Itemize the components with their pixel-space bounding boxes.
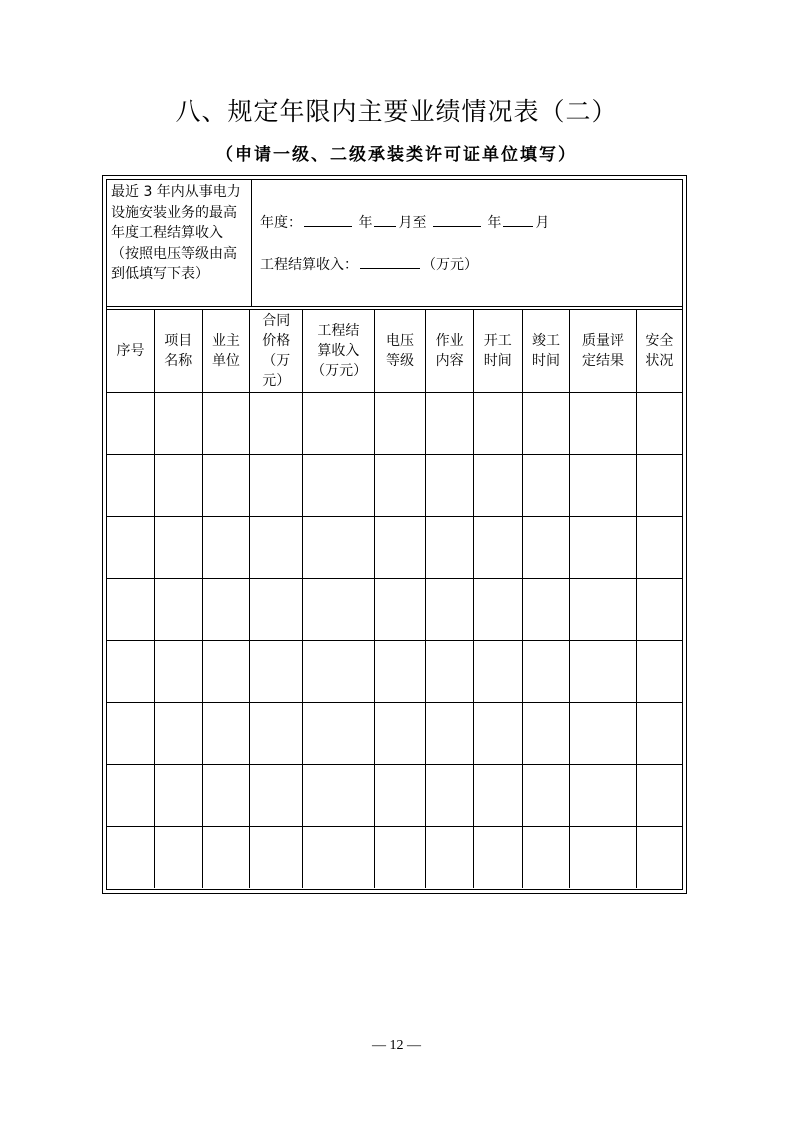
table-cell[interactable] bbox=[473, 392, 522, 454]
table-cell[interactable] bbox=[303, 392, 375, 454]
col-header-owner: 业主单位 bbox=[202, 310, 250, 392]
month-to-label: 月至 bbox=[398, 215, 427, 231]
table-cell[interactable] bbox=[473, 578, 522, 640]
table-cell[interactable] bbox=[107, 826, 154, 888]
table-cell[interactable] bbox=[473, 764, 522, 826]
table-cell[interactable] bbox=[107, 764, 154, 826]
table-cell[interactable] bbox=[522, 516, 570, 578]
table-cell[interactable] bbox=[426, 826, 474, 888]
col-header-contract-price: 合同价格（万元） bbox=[250, 310, 303, 392]
table-cell[interactable] bbox=[107, 392, 154, 454]
table-cell[interactable] bbox=[426, 454, 474, 516]
table-cell[interactable] bbox=[426, 516, 474, 578]
table-header-row bbox=[107, 310, 682, 392]
table-cell[interactable] bbox=[374, 454, 426, 516]
form-inner-border bbox=[106, 179, 683, 890]
income-unit: （万元） bbox=[422, 257, 478, 273]
table-cell[interactable] bbox=[250, 702, 303, 764]
table-cell[interactable] bbox=[374, 826, 426, 888]
table-cell[interactable] bbox=[202, 392, 250, 454]
table-cell[interactable] bbox=[522, 454, 570, 516]
table-cell[interactable] bbox=[202, 454, 250, 516]
table-cell[interactable] bbox=[473, 454, 522, 516]
table-cell[interactable] bbox=[250, 640, 303, 702]
table-cell[interactable] bbox=[303, 454, 375, 516]
table-row bbox=[107, 640, 682, 702]
table-cell[interactable] bbox=[570, 702, 636, 764]
start-month-blank[interactable] bbox=[374, 212, 396, 227]
table-cell[interactable] bbox=[250, 826, 303, 888]
table-cell[interactable] bbox=[570, 640, 636, 702]
table-cell[interactable] bbox=[202, 578, 250, 640]
table-cell[interactable] bbox=[107, 702, 154, 764]
table-cell[interactable] bbox=[374, 516, 426, 578]
table-cell[interactable] bbox=[570, 578, 636, 640]
table-cell[interactable] bbox=[154, 702, 202, 764]
table-cell[interactable] bbox=[303, 578, 375, 640]
table-cell[interactable] bbox=[636, 516, 682, 578]
table-cell[interactable] bbox=[250, 392, 303, 454]
table-cell[interactable] bbox=[570, 454, 636, 516]
table-cell[interactable] bbox=[250, 516, 303, 578]
year-unit-2: 年 bbox=[487, 215, 502, 231]
year-label: 年度： bbox=[260, 215, 302, 231]
table-cell[interactable] bbox=[374, 578, 426, 640]
table-cell[interactable] bbox=[303, 702, 375, 764]
table-cell[interactable] bbox=[154, 454, 202, 516]
month-end-label: 月 bbox=[535, 215, 550, 231]
table-cell[interactable] bbox=[250, 578, 303, 640]
page-subtitle: （申请一级、二级承装类许可证单位填写） bbox=[216, 145, 577, 165]
table-cell[interactable] bbox=[154, 578, 202, 640]
table-cell[interactable] bbox=[636, 640, 682, 702]
table-cell[interactable] bbox=[473, 826, 522, 888]
table-cell[interactable] bbox=[154, 764, 202, 826]
col-header-completion-time: 竣工时间 bbox=[522, 310, 570, 392]
table-cell[interactable] bbox=[473, 516, 522, 578]
performance-table bbox=[107, 310, 682, 888]
table-cell[interactable] bbox=[374, 764, 426, 826]
table-cell[interactable] bbox=[303, 826, 375, 888]
start-year-blank[interactable] bbox=[304, 212, 352, 227]
table-cell[interactable] bbox=[636, 826, 682, 888]
table-cell[interactable] bbox=[374, 392, 426, 454]
table-cell[interactable] bbox=[107, 640, 154, 702]
table-cell[interactable] bbox=[473, 640, 522, 702]
table-cell[interactable] bbox=[570, 516, 636, 578]
summary-section bbox=[107, 180, 682, 307]
table-row bbox=[107, 826, 682, 888]
income-label: 工程结算收入： bbox=[260, 257, 358, 273]
table-cell[interactable] bbox=[570, 392, 636, 454]
col-header-voltage-level: 电压等级 bbox=[374, 310, 426, 392]
table-cell[interactable] bbox=[374, 702, 426, 764]
col-header-work-content: 作业内容 bbox=[426, 310, 474, 392]
table-cell[interactable] bbox=[374, 640, 426, 702]
table-cell[interactable] bbox=[570, 826, 636, 888]
income-blank[interactable] bbox=[360, 254, 420, 269]
page-title: 八、规定年限内主要业绩情况表（二） bbox=[175, 97, 618, 126]
col-header-quality-result: 质量评定结果 bbox=[570, 310, 636, 392]
table-row bbox=[107, 578, 682, 640]
table-cell[interactable] bbox=[107, 578, 154, 640]
table-row bbox=[107, 764, 682, 826]
table-cell[interactable] bbox=[107, 516, 154, 578]
table-cell[interactable] bbox=[426, 640, 474, 702]
year-unit-1: 年 bbox=[358, 215, 373, 231]
table-row bbox=[107, 392, 682, 454]
table-cell[interactable] bbox=[636, 578, 682, 640]
col-header-safety-status: 安全状况 bbox=[636, 310, 682, 392]
table-cell[interactable] bbox=[107, 454, 154, 516]
table-cell[interactable] bbox=[154, 516, 202, 578]
table-cell[interactable] bbox=[303, 516, 375, 578]
table-cell[interactable] bbox=[522, 826, 570, 888]
end-month-blank[interactable] bbox=[503, 212, 533, 227]
year-period-line bbox=[260, 212, 549, 232]
table-cell[interactable] bbox=[154, 826, 202, 888]
table-cell[interactable] bbox=[636, 702, 682, 764]
table-row bbox=[107, 702, 682, 764]
col-header-start-time: 开工时间 bbox=[473, 310, 522, 392]
table-cell[interactable] bbox=[303, 764, 375, 826]
page-number: — 12 — bbox=[372, 1038, 421, 1053]
end-year-blank[interactable] bbox=[433, 212, 481, 227]
table-cell[interactable] bbox=[522, 702, 570, 764]
summary-description: 最近 3 年内从事电力设施安装业务的最高年度工程结算收入（按照电压等级由高到低填写下表） bbox=[107, 180, 252, 306]
table-cell[interactable] bbox=[426, 764, 474, 826]
table-cell[interactable] bbox=[426, 578, 474, 640]
table-cell[interactable] bbox=[522, 640, 570, 702]
form-frame bbox=[102, 175, 687, 894]
col-header-settlement-income: 工程结算收入（万元） bbox=[303, 310, 375, 392]
table-cell[interactable] bbox=[636, 392, 682, 454]
table-cell[interactable] bbox=[426, 702, 474, 764]
col-header-index: 序号 bbox=[107, 310, 154, 392]
income-line bbox=[260, 254, 478, 274]
table-cell[interactable] bbox=[154, 392, 202, 454]
table-cell[interactable] bbox=[202, 516, 250, 578]
table-cell[interactable] bbox=[522, 392, 570, 454]
table-cell[interactable] bbox=[303, 640, 375, 702]
table-cell[interactable] bbox=[202, 826, 250, 888]
table-cell[interactable] bbox=[522, 764, 570, 826]
table-cell[interactable] bbox=[202, 640, 250, 702]
table-cell[interactable] bbox=[202, 702, 250, 764]
table-cell[interactable] bbox=[426, 392, 474, 454]
table-cell[interactable] bbox=[636, 454, 682, 516]
table-cell[interactable] bbox=[636, 764, 682, 826]
table-cell[interactable] bbox=[202, 764, 250, 826]
table-cell[interactable] bbox=[570, 764, 636, 826]
table-cell[interactable] bbox=[250, 454, 303, 516]
table-cell[interactable] bbox=[473, 702, 522, 764]
col-header-project-name: 项目名称 bbox=[154, 310, 202, 392]
table-cell[interactable] bbox=[250, 764, 303, 826]
table-cell[interactable] bbox=[154, 640, 202, 702]
table-cell[interactable] bbox=[522, 578, 570, 640]
table-row bbox=[107, 454, 682, 516]
table-row bbox=[107, 516, 682, 578]
